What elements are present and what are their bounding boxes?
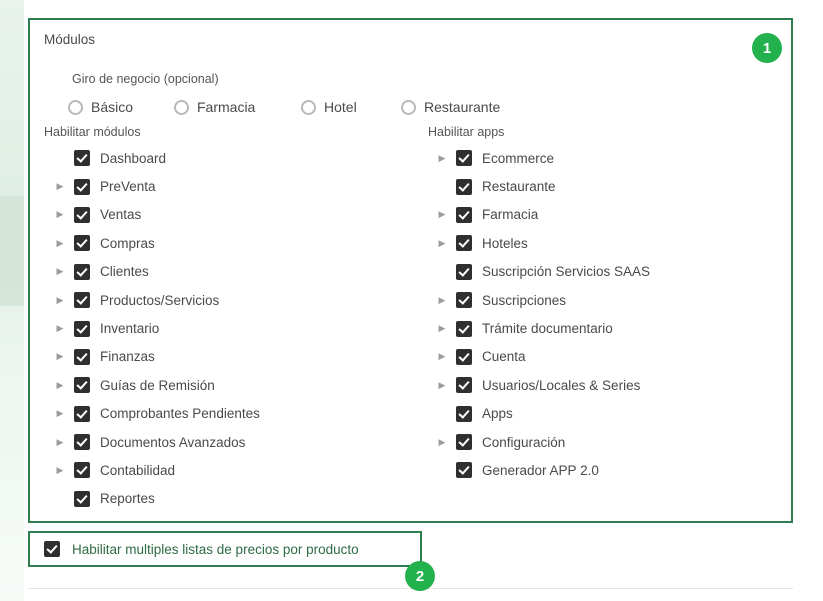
price-lists-label: Habilitar multiples listas de precios por producto [72,541,359,557]
modules-panel [28,18,793,523]
chevron-right-icon[interactable]: ▶ [438,436,446,447]
app-row[interactable] [434,371,794,399]
panel-title: Módulos [44,32,96,47]
app-label: Usuarios/Locales & Series [482,377,641,393]
module-checkbox[interactable] [74,434,90,450]
business-type-radio-label: Farmacia [197,99,256,115]
chevron-right-icon[interactable]: ▶ [56,351,64,362]
app-label: Configuración [482,434,566,450]
app-checkbox[interactable] [456,434,472,450]
module-checkbox[interactable] [74,406,90,422]
module-row[interactable] [52,314,412,342]
app-label: Farmacia [482,207,539,223]
app-row[interactable] [434,456,794,484]
module-row[interactable] [52,172,412,200]
module-checkbox[interactable] [74,150,90,166]
chevron-right-icon[interactable]: ▶ [56,323,64,334]
module-label: Reportes [100,491,155,507]
business-type-label: Giro de negocio (opcional) [72,72,219,86]
module-label: Ventas [100,207,142,223]
module-label: Dashboard [100,150,167,166]
module-checkbox[interactable] [74,491,90,507]
price-lists-panel[interactable] [28,531,422,567]
module-label: Compras [100,235,155,251]
module-label: Finanzas [100,349,155,365]
app-checkbox[interactable] [456,264,472,280]
module-row[interactable] [52,485,412,513]
app-label: Ecommerce [482,150,555,166]
module-checkbox[interactable] [74,377,90,393]
app-label: Trámite documentario [482,321,613,337]
radio-circle-icon [401,100,416,115]
chevron-right-icon[interactable]: ▶ [56,181,64,192]
module-row[interactable] [52,201,412,229]
module-row[interactable] [52,258,412,286]
module-checkbox[interactable] [74,264,90,280]
business-type-radio-label: Básico [91,99,134,115]
app-checkbox[interactable] [456,292,472,308]
chevron-right-icon[interactable]: ▶ [56,464,64,475]
business-type-radio-restaurante[interactable] [401,96,500,118]
app-row[interactable] [434,400,794,428]
business-type-radio-group [46,96,746,120]
app-checkbox[interactable] [456,406,472,422]
radio-circle-icon [301,100,316,115]
module-row[interactable] [52,286,412,314]
chevron-right-icon[interactable]: ▶ [438,323,446,334]
module-label: Clientes [100,264,149,280]
chevron-right-icon[interactable]: ▶ [56,294,64,305]
business-type-radio-básico[interactable] [68,96,133,118]
module-checkbox[interactable] [74,207,90,223]
app-row[interactable] [434,201,794,229]
business-type-radio-farmacia[interactable] [174,96,255,118]
app-label: Cuenta [482,349,526,365]
app-checkbox[interactable] [456,377,472,393]
app-row[interactable] [434,286,794,314]
module-checkbox[interactable] [74,235,90,251]
module-row[interactable] [52,343,412,371]
module-label: Contabilidad [100,462,176,478]
chevron-right-icon[interactable]: ▶ [56,266,64,277]
app-checkbox[interactable] [456,207,472,223]
app-row[interactable] [434,428,794,456]
chevron-right-icon[interactable]: ▶ [56,379,64,390]
app-label: Apps [482,406,513,422]
chevron-right-icon[interactable]: ▶ [438,237,446,248]
module-label: PreVenta [100,179,156,195]
module-label: Comprobantes Pendientes [100,406,260,422]
modules-column-header: Habilitar módulos [44,125,141,139]
module-checkbox[interactable] [74,321,90,337]
chevron-right-icon[interactable]: ▶ [438,351,446,362]
chevron-right-icon[interactable]: ▶ [438,379,446,390]
module-checkbox[interactable] [74,349,90,365]
module-row[interactable] [52,229,412,257]
app-checkbox[interactable] [456,235,472,251]
chevron-right-icon[interactable]: ▶ [56,436,64,447]
app-label: Suscripción Servicios SAAS [482,264,651,280]
step-marker-2: 2 [405,561,435,591]
module-label: Inventario [100,321,160,337]
module-row[interactable] [52,371,412,399]
module-label: Productos/Servicios [100,292,220,308]
modules-list [52,144,412,513]
chevron-right-icon[interactable]: ▶ [56,237,64,248]
radio-circle-icon [174,100,189,115]
radio-circle-icon [68,100,83,115]
app-label: Hoteles [482,235,528,251]
module-row[interactable] [52,428,412,456]
app-row[interactable] [434,343,794,371]
module-label: Documentos Avanzados [100,434,246,450]
module-label: Guías de Remisión [100,377,215,393]
app-row[interactable] [434,229,794,257]
module-row[interactable] [52,456,412,484]
app-checkbox[interactable] [456,321,472,337]
module-checkbox[interactable] [74,292,90,308]
module-checkbox[interactable] [74,179,90,195]
app-label: Restaurante [482,179,556,195]
apps-list [434,144,794,485]
chevron-right-icon[interactable]: ▶ [438,209,446,220]
app-checkbox[interactable] [456,462,472,478]
app-checkbox[interactable] [456,349,472,365]
app-checkbox[interactable] [456,150,472,166]
app-row[interactable] [434,258,794,286]
app-label: Suscripciones [482,292,567,308]
chevron-right-icon[interactable]: ▶ [56,209,64,220]
module-row[interactable] [52,144,412,172]
app-label: Generador APP 2.0 [482,462,599,478]
business-type-radio-hotel[interactable] [301,96,357,118]
module-checkbox[interactable] [74,462,90,478]
module-row[interactable] [52,400,412,428]
price-lists-checkbox[interactable] [44,541,60,557]
app-row[interactable] [434,314,794,342]
app-row[interactable] [434,172,794,200]
chevron-right-icon[interactable]: ▶ [438,294,446,305]
apps-column-header: Habilitar apps [428,125,505,139]
chevron-right-icon[interactable]: ▶ [56,408,64,419]
step-marker-1: 1 [752,33,782,63]
business-type-radio-label: Hotel [324,99,357,115]
app-row[interactable] [434,144,794,172]
business-type-radio-label: Restaurante [424,99,501,115]
chevron-right-icon[interactable]: ▶ [438,152,446,163]
app-checkbox[interactable] [456,179,472,195]
